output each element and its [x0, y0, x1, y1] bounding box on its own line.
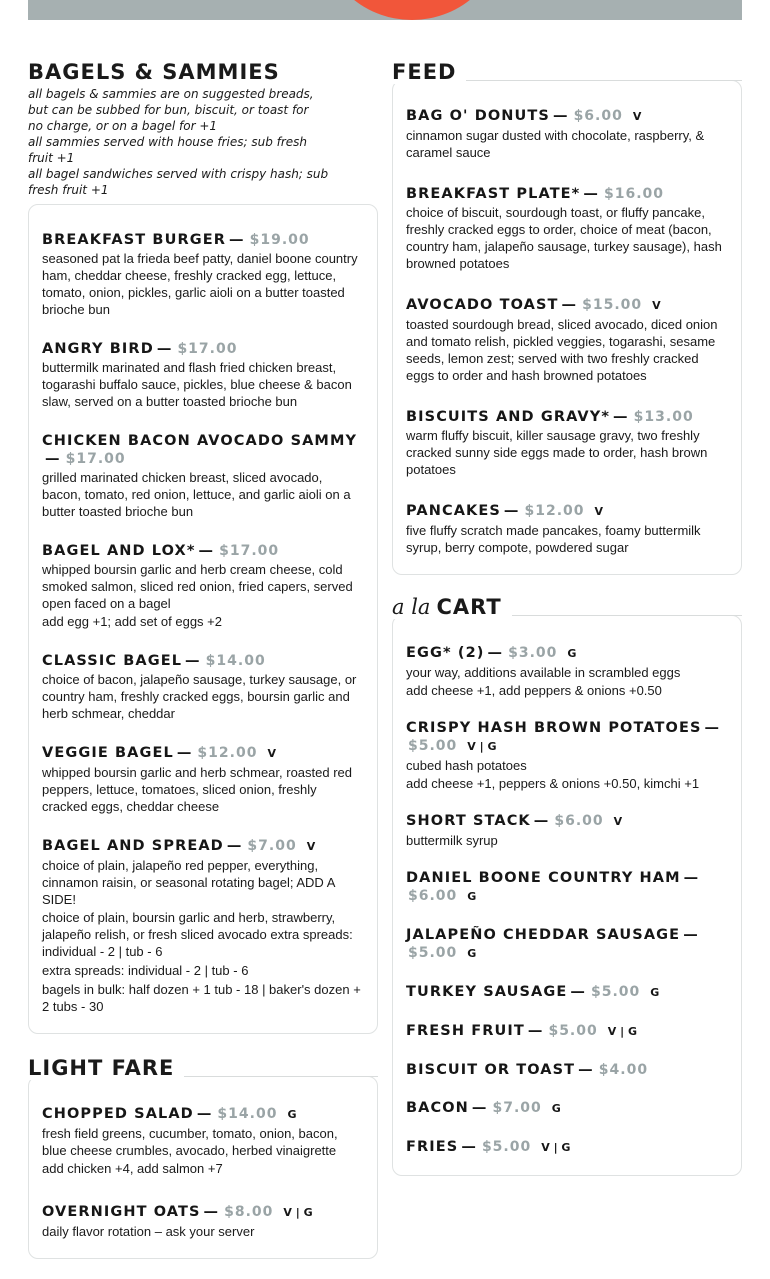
dietary-tags: G	[467, 890, 477, 903]
menu-item-description: choice of bacon, jalapeño sausage, turkey sausage, or country ham, freshly cracked eggs, boursin garlic and herb schmear, cheddar	[42, 672, 357, 721]
menu-item-dash: —	[471, 1100, 488, 1116]
hero-orange-circle	[320, 0, 504, 20]
feed-card	[392, 80, 742, 575]
menu-item	[42, 231, 364, 318]
dietary-tags: V | G	[467, 740, 497, 753]
menu-item-dash: —	[185, 653, 201, 669]
menu-item-name: CHICKEN BACON AVOCADO SAMMY	[42, 433, 358, 449]
menu-item-name: BREAKFAST PLATE*	[406, 186, 581, 202]
dietary-tags: V	[594, 505, 604, 518]
menu-item	[406, 408, 728, 478]
menu-item	[42, 1105, 364, 1177]
menu-item-header	[42, 542, 364, 560]
menu-item-name: AVOCADO TOAST	[406, 297, 559, 313]
menu-item-dash: —	[156, 341, 173, 357]
menu-item-dash: —	[226, 838, 243, 854]
menu-item-dash: —	[527, 1023, 544, 1039]
menu-item-header	[406, 1022, 728, 1041]
menu-item-price: $14.00	[205, 653, 266, 669]
menu-item-addon: add cheese +1, peppers & onions +0.50, kimchi +1	[406, 776, 700, 791]
menu-item-name: BAGEL AND SPREAD	[42, 838, 224, 854]
menu-item-price: $5.00	[408, 945, 458, 961]
menu-item-header	[406, 926, 728, 963]
menu-item-name: BISCUITS AND GRAVY*	[406, 409, 611, 425]
menu-item	[42, 744, 364, 815]
menu-item-price: $5.00	[481, 1139, 532, 1155]
menu-item-dash: —	[683, 870, 700, 886]
menu-item-addon: add cheese +1, add peppers & onions +0.50	[406, 683, 662, 698]
menu-item	[406, 983, 728, 1002]
menu-item-name: FRESH FRUIT	[406, 1023, 525, 1039]
section-header-cart	[392, 593, 742, 619]
menu-item-header	[406, 869, 728, 906]
menu-item-addon: choice of plain, boursin garlic and herb, strawberry, jalapeño relish, or fresh sliced avocado extra spreads: individual - 2 | tub - 6	[42, 910, 353, 959]
note-line: all bagels & sammies are on suggested breads,	[28, 87, 314, 101]
cart-card	[392, 615, 742, 1176]
menu-item-description: warm fluffy biscuit, killer sausage gravy, two freshly cracked sunny side eggs made to order, hash brown potatoes	[406, 428, 708, 477]
menu-item-price: $6.00	[573, 108, 623, 124]
menu-item	[42, 652, 364, 722]
menu-item-price: $12.00	[524, 503, 585, 519]
menu-item-header	[406, 719, 728, 756]
menu-item-header	[42, 231, 364, 249]
menu-item-description: whipped boursin garlic and herb schmear, roasted red peppers, lettuce, tomatoes, sliced onion, freshly cracked eggs, cheddar cheese	[42, 765, 353, 814]
menu-item-header	[406, 983, 728, 1002]
menu-item-header	[42, 837, 364, 856]
menu-item-price: $17.00	[219, 543, 280, 559]
menu-item	[406, 926, 728, 963]
section-divider	[184, 1076, 378, 1077]
menu-item-header	[42, 1105, 364, 1124]
menu-item-header	[42, 432, 364, 468]
menu-item-header	[406, 502, 728, 521]
menu-item-addon: bagels in bulk: half dozen + 1 tub - 18 | baker's dozen + 2 tubs - 30	[42, 982, 361, 1014]
menu-item	[406, 502, 728, 556]
light-card	[28, 1076, 378, 1259]
menu-item-dash: —	[570, 984, 586, 1000]
menu-item-price: $17.00	[177, 341, 238, 357]
section-title-feed: FEED	[392, 60, 466, 84]
menu-item-dash: —	[613, 409, 629, 425]
menu-item-description: fresh field greens, cucumber, tomato, onion, bacon, blue cheese crumbles, avocado, herbed vinaigrette	[42, 1126, 338, 1158]
menu-item	[42, 340, 364, 410]
menu-item	[406, 1061, 728, 1079]
menu-item-price: $5.00	[591, 984, 641, 1000]
menu-item-header	[406, 1138, 728, 1157]
section-title-cart-main: CART	[436, 595, 502, 619]
menu-item-name: VEGGIE BAGEL	[42, 745, 174, 761]
menu-item-header	[42, 1203, 364, 1222]
menu-item-dash: —	[533, 813, 550, 829]
menu-item-name: JALAPEÑO CHEDDAR SAUSAGE	[406, 927, 681, 943]
menu-item-price: $4.00	[598, 1062, 649, 1078]
menu-item-dash: —	[552, 108, 569, 124]
menu-item	[42, 432, 364, 520]
section-title-cart-script: a la	[392, 595, 431, 619]
section-divider	[512, 615, 742, 616]
note-line: no charge, or on a bagel for +1	[28, 119, 218, 133]
menu-item-name: ANGRY BIRD	[42, 341, 154, 357]
menu-item-name: FRIES	[406, 1139, 459, 1155]
menu-item-dash: —	[578, 1062, 594, 1078]
menu-item-dash: —	[203, 1204, 220, 1220]
menu-item-header	[406, 644, 728, 663]
hero-banner	[28, 0, 742, 20]
menu-item-name: CHOPPED SALAD	[42, 1106, 194, 1122]
menu-item-description: daily flavor rotation – ask your server	[42, 1224, 255, 1239]
menu-item-price: $14.00	[217, 1106, 278, 1122]
section-header-light	[28, 1054, 378, 1080]
note-line: all sammies served with house fries; sub fresh	[28, 135, 308, 149]
menu-item	[406, 869, 728, 906]
menu-item-name: CRISPY HASH BROWN POTATOES	[406, 720, 702, 736]
menu-item-price: $3.00	[508, 645, 558, 661]
menu-item-dash: —	[503, 503, 520, 519]
menu-item-description: five fluffy scratch made pancakes, foamy buttermilk syrup, berry compote, powdered sugar	[406, 523, 701, 555]
menu-item	[406, 107, 728, 161]
dietary-tags: V | G	[607, 1025, 637, 1038]
menu-item-description: whipped boursin garlic and herb cream cheese, cold smoked salmon, sliced red onion, fried capers, served open faced on a bagel	[42, 562, 353, 611]
menu-item-description: choice of plain, jalapeño red pepper, everything, cinnamon raisin, or seasonal rotating bagel; ADD A SIDE!	[42, 858, 335, 907]
menu-item	[42, 1203, 364, 1240]
note-line: all bagel sandwiches served with crispy hash; sub	[28, 167, 329, 181]
menu-item	[42, 837, 364, 1015]
menu-item-name: DANIEL BOONE COUNTRY HAM	[406, 870, 681, 886]
menu-item-name: PANCAKES	[406, 503, 501, 519]
menu-item-header	[406, 107, 728, 126]
menu-item	[406, 296, 728, 384]
dietary-tags: V	[652, 299, 661, 312]
menu-item-name: BAGEL AND LOX*	[42, 543, 196, 559]
menu-item-addon: add chicken +4, add salmon +7	[42, 1161, 223, 1176]
menu-item-price: $17.00	[65, 451, 126, 467]
menu-item-dash: —	[229, 232, 245, 248]
menu-item-dash: —	[45, 451, 61, 467]
menu-item-price: $13.00	[633, 409, 694, 425]
menu-item-price: $5.00	[408, 738, 458, 754]
menu-item	[406, 812, 728, 849]
menu-item-description: seasoned pat la frieda beef patty, daniel boone country ham, cheddar cheese, freshly cracked egg, lettuce, tomato, onion, pickles, garlic aioli on a butter toasted brioche bun	[42, 251, 358, 317]
section-title-light: LIGHT FARE	[28, 1056, 184, 1080]
menu-item-description: cinnamon sugar dusted with chocolate, raspberry, & caramel sauce	[406, 128, 705, 160]
section-header-bagels	[28, 58, 378, 84]
menu-item-dash: —	[198, 543, 215, 559]
menu-item	[406, 1138, 728, 1157]
menu-item-dash: —	[561, 297, 578, 313]
dietary-tags: G	[467, 947, 477, 960]
section-title-bagels: BAGELS & SAMMIES	[28, 60, 290, 84]
section-header-feed	[392, 58, 742, 84]
menu-item-header	[406, 812, 728, 831]
dietary-tags: V | G	[283, 1206, 313, 1219]
menu-item	[406, 644, 728, 699]
bagels-card	[28, 204, 378, 1034]
menu-item-description: choice of biscuit, sourdough toast, or fluffy pancake, freshly cracked eggs to order, choice of meat (bacon, country ham, jalapeño sausage, turkey sausage), hash browned potatoes	[406, 205, 722, 271]
menu-item-description: buttermilk syrup	[406, 833, 498, 848]
menu-item-header	[406, 1061, 728, 1079]
menu-item-price: $7.00	[492, 1100, 542, 1116]
menu-item-header	[42, 340, 364, 358]
menu-item-dash: —	[176, 745, 193, 761]
menu-item-price: $8.00	[224, 1204, 274, 1220]
menu-item-header	[406, 185, 728, 203]
section-divider	[466, 80, 742, 81]
dietary-tags: G	[650, 986, 660, 999]
menu-item-dash: —	[704, 720, 721, 736]
menu-item-name: EGG* (2)	[406, 645, 485, 661]
menu-item-description: buttermilk marinated and flash fried chicken breast, togarashi buffalo sauce, pickles, blue cheese & bacon slaw, served on a butter toasted brioche bun	[42, 360, 352, 409]
menu-item-dash: —	[487, 645, 504, 661]
menu-item-description: toasted sourdough bread, sliced avocado, diced onion and tomato relish, pickled veggies, togarashi, sesame seeds, lemon zest; served with two freshly cracked eggs to order and hash browned potatoes	[406, 317, 718, 383]
right-column	[392, 58, 742, 1176]
menu-item-name: CLASSIC BAGEL	[42, 653, 183, 669]
menu-item-price: $16.00	[603, 186, 665, 202]
menu-item-header	[406, 1099, 728, 1118]
left-column	[28, 58, 378, 1259]
menu-item-dash: —	[583, 186, 599, 202]
dietary-tags: V	[632, 110, 642, 123]
dietary-tags: V	[267, 747, 276, 760]
section-title-cart	[392, 595, 512, 619]
menu-item-name: BACON	[406, 1100, 469, 1116]
menu-item-header	[42, 652, 364, 670]
menu-item-description: your way, additions available in scrambled eggs	[406, 665, 681, 680]
menu-item	[406, 719, 728, 792]
menu-item-name: OVERNIGHT OATS	[42, 1204, 201, 1220]
dietary-tags: G	[287, 1108, 297, 1121]
menu-item-header	[406, 408, 728, 426]
dietary-tags: V	[613, 815, 623, 828]
menu-item-price: $7.00	[247, 838, 297, 854]
menu-item-name: SHORT STACK	[406, 813, 531, 829]
menu-item-header	[42, 744, 364, 763]
dietary-tags: G	[567, 647, 577, 660]
menu-item-dash: —	[196, 1106, 213, 1122]
menu-item	[406, 1099, 728, 1118]
menu-item-name: BISCUIT OR TOAST	[406, 1062, 576, 1078]
menu-item-price: $19.00	[249, 232, 310, 248]
menu-item-price: $12.00	[197, 745, 258, 761]
dietary-tags: V	[306, 840, 316, 853]
menu-item	[406, 1022, 728, 1041]
menu-item-name: BREAKFAST BURGER	[42, 232, 226, 248]
menu-item-description: grilled marinated chicken breast, sliced avocado, bacon, tomato, red onion, lettuce, and garlic aioli on a butter toasted brioche bun	[42, 470, 351, 519]
note-line: but can be subbed for bun, biscuit, or toast for	[28, 103, 309, 117]
menu-item-dash: —	[461, 1139, 477, 1155]
menu-item-dash: —	[683, 927, 699, 943]
menu-item	[42, 542, 364, 630]
menu-item-name: BAG O' DONUTS	[406, 108, 550, 124]
menu-item-addon: add egg +1; add set of eggs +2	[42, 614, 222, 629]
menu-item-price: $15.00	[582, 297, 643, 313]
menu-item-price: $6.00	[408, 888, 458, 904]
menu-item-description: cubed hash potatoes	[406, 758, 527, 773]
menu-item	[406, 185, 728, 272]
menu-item-addon: extra spreads: individual - 2 | tub - 6	[42, 963, 249, 978]
bagels-notes	[28, 86, 378, 198]
menu-item-price: $5.00	[548, 1023, 598, 1039]
menu-item-header	[406, 296, 728, 315]
dietary-tags: G	[551, 1102, 561, 1115]
menu-item-price: $6.00	[554, 813, 604, 829]
dietary-tags: V | G	[541, 1141, 571, 1154]
note-line: fresh fruit +1	[28, 183, 109, 197]
menu-item-name: TURKEY SAUSAGE	[406, 984, 568, 1000]
note-line: fruit +1	[28, 151, 75, 165]
